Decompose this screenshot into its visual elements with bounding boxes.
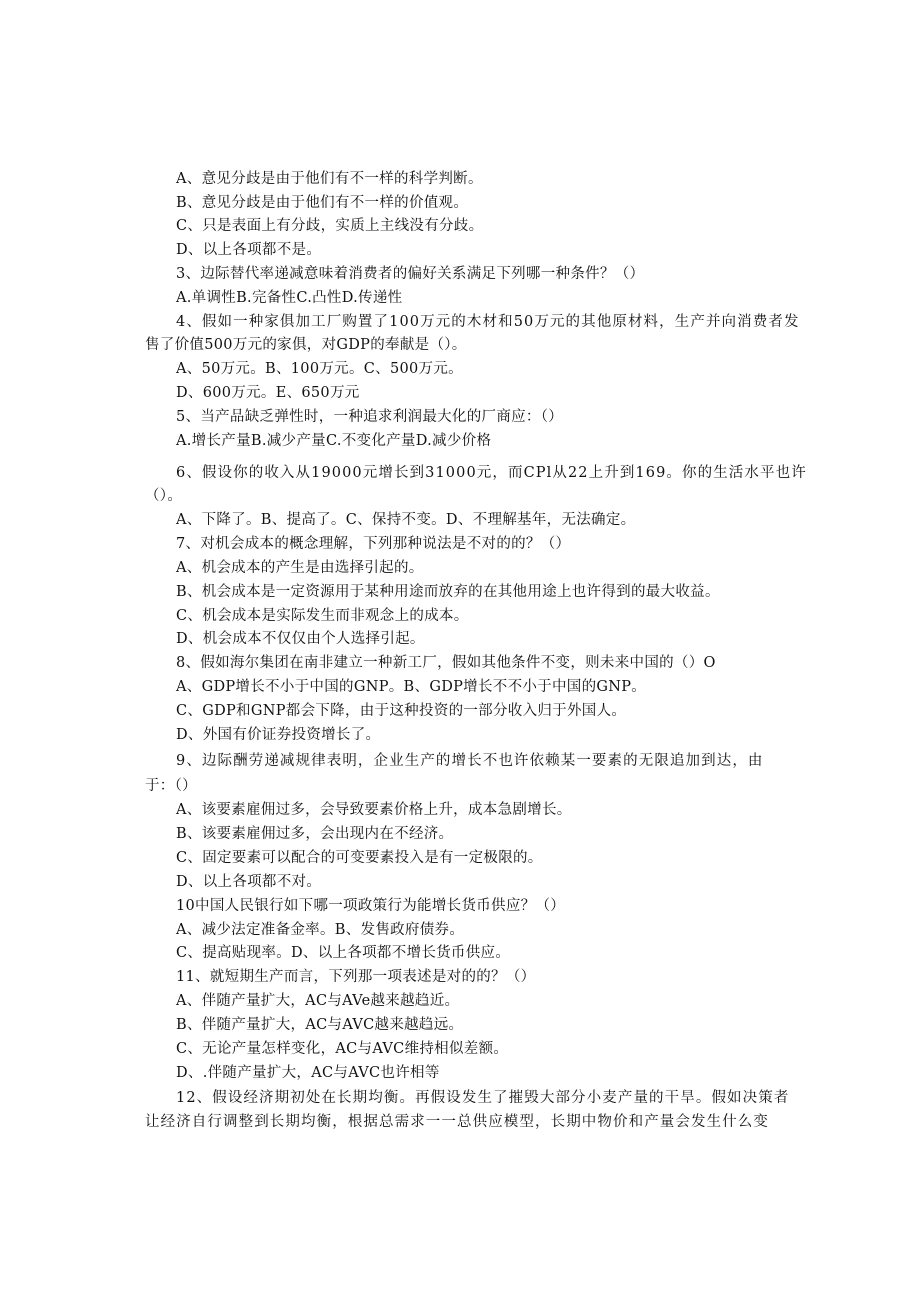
text-line: A、GDP增长不小于中国的GNP。B、GDP增长不不小于中国的GNP。	[176, 679, 647, 695]
text-line: A、减少法定准备金率。B、发售政府债券。	[176, 922, 465, 938]
question-6: 6、假设你的收入从19000元增长到31000元，而CPl从22上升到169。你的生活水平也许	[176, 465, 807, 481]
question-7: 7、对机会成本的概念理解，下列那种说法是不对的的？（）	[176, 536, 571, 552]
text-line: C、GDP和GNP都会下降，由于这种投资的一部分收入归于外国人。	[176, 703, 627, 719]
text-line: A、50万元。B、100万元。C、500万元。	[176, 361, 463, 377]
question-9: 9、边际酬劳递减规律表明，企业生产的增长不也许依赖某一要素的无限追加到达，由	[176, 753, 764, 769]
text-line: （）。	[145, 488, 183, 504]
text-line: B、伴随产量扩大，AC与AVC越来越趋远。	[176, 1017, 464, 1033]
text-line: D、外国有价证券投资增长了。	[176, 727, 381, 743]
text-line: D、.伴随产量扩大，AC与AVC也许相等	[176, 1065, 440, 1081]
text-line: B、该要素雇佣过多，会出现内在不经济。	[176, 826, 454, 842]
text-line: D、以上各项都不对。	[176, 874, 322, 890]
question-12: 12、假设经济期初处在长期均衡。再假设发生了摧毁大部分小麦产量的干旱。假如决策者	[176, 1090, 790, 1106]
text-line: C、机会成本是实际发生而非观念上的成本。	[176, 608, 469, 624]
text-line: D、以上各项都不是。	[176, 242, 322, 258]
text-line: D、600万元。E、650万元	[176, 385, 360, 401]
text-line: C、提高贴现率。D、以上各项都不增长货币供应。	[176, 945, 511, 961]
text-line: B、机会成本是一定资源用于某种用途而放弃的在其他用途上也许得到的最大收益。	[176, 584, 720, 600]
text-line: A、下降了。B、提高了。C、保持不变。D、不理解基年，无法确定。	[176, 512, 636, 528]
text-line: D、机会成本不仅仅由个人选择引起。	[176, 631, 425, 647]
question-5: 5、当产品缺乏弹性时，一种追求利润最大化的厂商应：（）	[176, 409, 564, 425]
text-line: C、只是表面上有分歧，实质上主线没有分歧。	[176, 218, 484, 234]
question-11: 11、就短期生产而言，下列那一项表述是对的的？（）	[176, 969, 536, 985]
text-line: C、无论产量怎样变化，AC与AVC维持相似差额。	[176, 1041, 509, 1057]
question-4: 4、假如一种家俱加工厂购置了100万元的木材和50万元的其他原材料，生产并向消费者发	[176, 314, 800, 330]
question-10: 10中国人民银行如下哪一项政策行为能增长货币供应？（）	[176, 898, 566, 914]
text-line: A、意见分歧是由于他们有不一样的科学判断。	[176, 171, 483, 187]
text-line: 于：（）	[145, 778, 197, 794]
question-8: 8、假如海尔集团在南非建立一种新工厂，假如其他条件不变，则未来中国的（）O	[176, 655, 716, 671]
text-line: C、固定要素可以配合的可变要素投入是有一定极限的。	[176, 850, 543, 866]
text-line: A.单调性B.完备性C.凸性D.传递性	[176, 290, 403, 306]
text-line: B、意见分歧是由于他们有不一样的价值观。	[176, 195, 469, 211]
text-line: A.增长产量B.减少产量C.不变化产量D.减少价格	[176, 433, 492, 449]
text-line: 让经济自行调整到长期均衡，根据总需求一一总供应模型，长期中物价和产量会发生什么变	[145, 1114, 769, 1130]
text-line: A、该要素雇佣过多，会导致要素价格上升，成本急剧增长。	[176, 802, 572, 818]
text-line: A、机会成本的产生是由选择引起的。	[176, 560, 424, 576]
text-line: A、伴随产量扩大，AC与AVe越来越趋近。	[176, 993, 460, 1009]
question-3: 3、边际替代率递减意味着消费者的偏好关系满足下列哪一种条件？（）	[176, 266, 645, 282]
text-line: 售了价值500万元的家俱，对GDP的奉献是（）。	[145, 337, 467, 353]
